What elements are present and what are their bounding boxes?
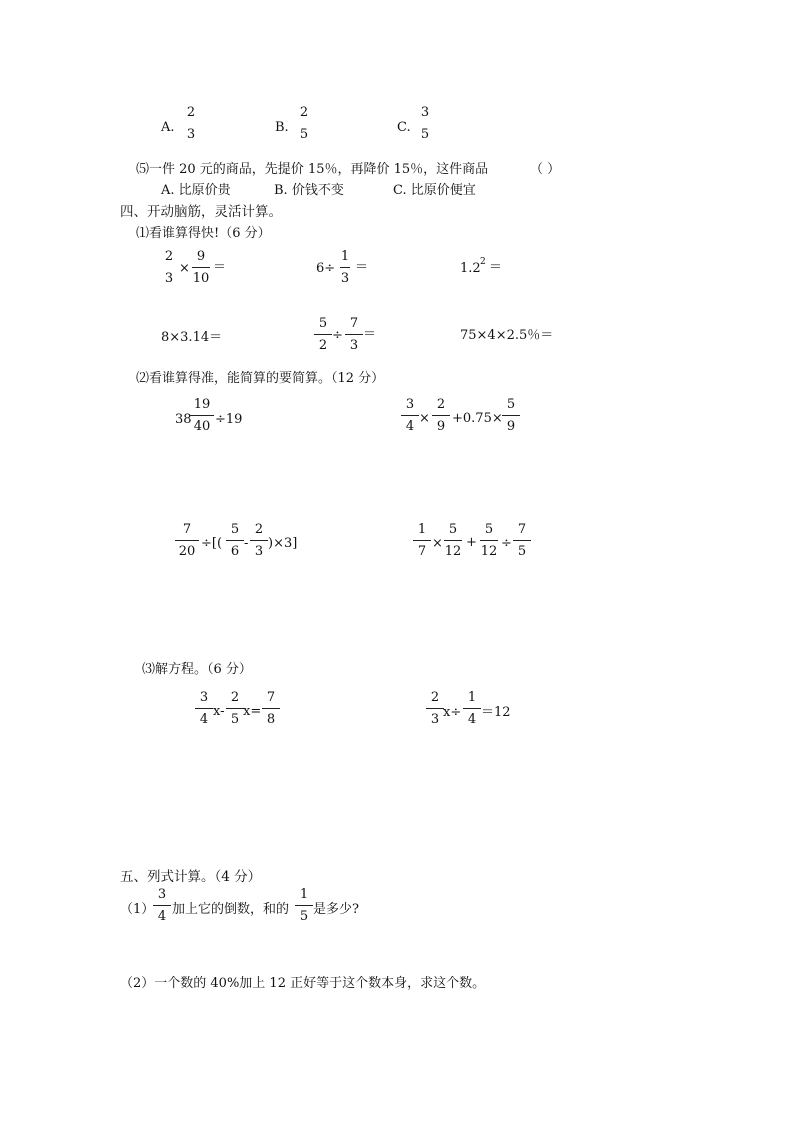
question-5-option-b: B. 价钱不变 xyxy=(274,183,344,198)
fraction: 1 7 xyxy=(411,523,433,558)
fraction: 7 3 xyxy=(343,317,365,352)
fraction: 5 12 xyxy=(480,522,498,559)
fraction: 5 9 xyxy=(500,398,522,433)
question-5-option-a: A. 比原价贵 xyxy=(161,183,231,198)
fraction: 1 4 xyxy=(461,691,483,726)
fraction: 3 4 xyxy=(193,691,215,726)
part1-expression-6: 75×4×2.5％＝ xyxy=(460,328,554,343)
option-a-label: A. xyxy=(161,120,175,135)
fraction: 7 20 xyxy=(173,523,201,558)
part-1-title: ⑴看谁算得快!（6 分） xyxy=(136,226,271,241)
fraction: 3 4 xyxy=(151,888,173,923)
question-5-option-c: C. 比原价便宜 xyxy=(393,183,476,198)
fraction: 2 3 xyxy=(424,691,446,726)
part1-expression-4: 8×3.14＝ xyxy=(161,330,223,345)
section5-question-2: （2）一个数的 40%加上 12 正好等于这个数本身，求这个数。 xyxy=(120,976,486,991)
section-4-title: 四、开动脑筋，灵活计算。 xyxy=(120,204,282,220)
fraction: 9 10 xyxy=(192,249,210,286)
fraction: 5 6 xyxy=(224,523,246,558)
option-b-fraction: 2 5 xyxy=(299,105,309,142)
part-2-title: ⑵看谁算得准，能简算的要简算。（12 分） xyxy=(136,371,385,386)
option-c-label: C. xyxy=(397,120,411,135)
fraction: 1 5 xyxy=(293,888,315,923)
fraction: 2 5 xyxy=(224,691,246,726)
fraction: 2 9 xyxy=(430,398,452,433)
fraction: 2 3 xyxy=(248,523,270,558)
option-c-fraction: 3 5 xyxy=(420,105,430,142)
fraction: 5 12 xyxy=(444,522,462,559)
question-5-text: ⑸一件 20 元的商品，先提价 15％，再降价 15％，这件商品 xyxy=(136,162,489,177)
fraction: 7 5 xyxy=(511,523,533,558)
fraction: 1 3 xyxy=(340,249,350,286)
fraction: 2 3 xyxy=(164,249,174,286)
fraction: 7 8 xyxy=(260,691,282,726)
part-3-title: ⑶解方程。（6 分） xyxy=(142,662,252,677)
question-5-answer-blank: （ ） xyxy=(530,162,561,177)
fraction: 5 2 xyxy=(312,317,334,352)
option-b-label: B. xyxy=(275,120,289,135)
option-a-fraction: 2 3 xyxy=(186,105,196,142)
fraction: 3 4 xyxy=(399,398,421,433)
section-5-title: 五、列式计算。（4 分） xyxy=(120,869,262,885)
fraction: 19 40 xyxy=(188,398,216,433)
